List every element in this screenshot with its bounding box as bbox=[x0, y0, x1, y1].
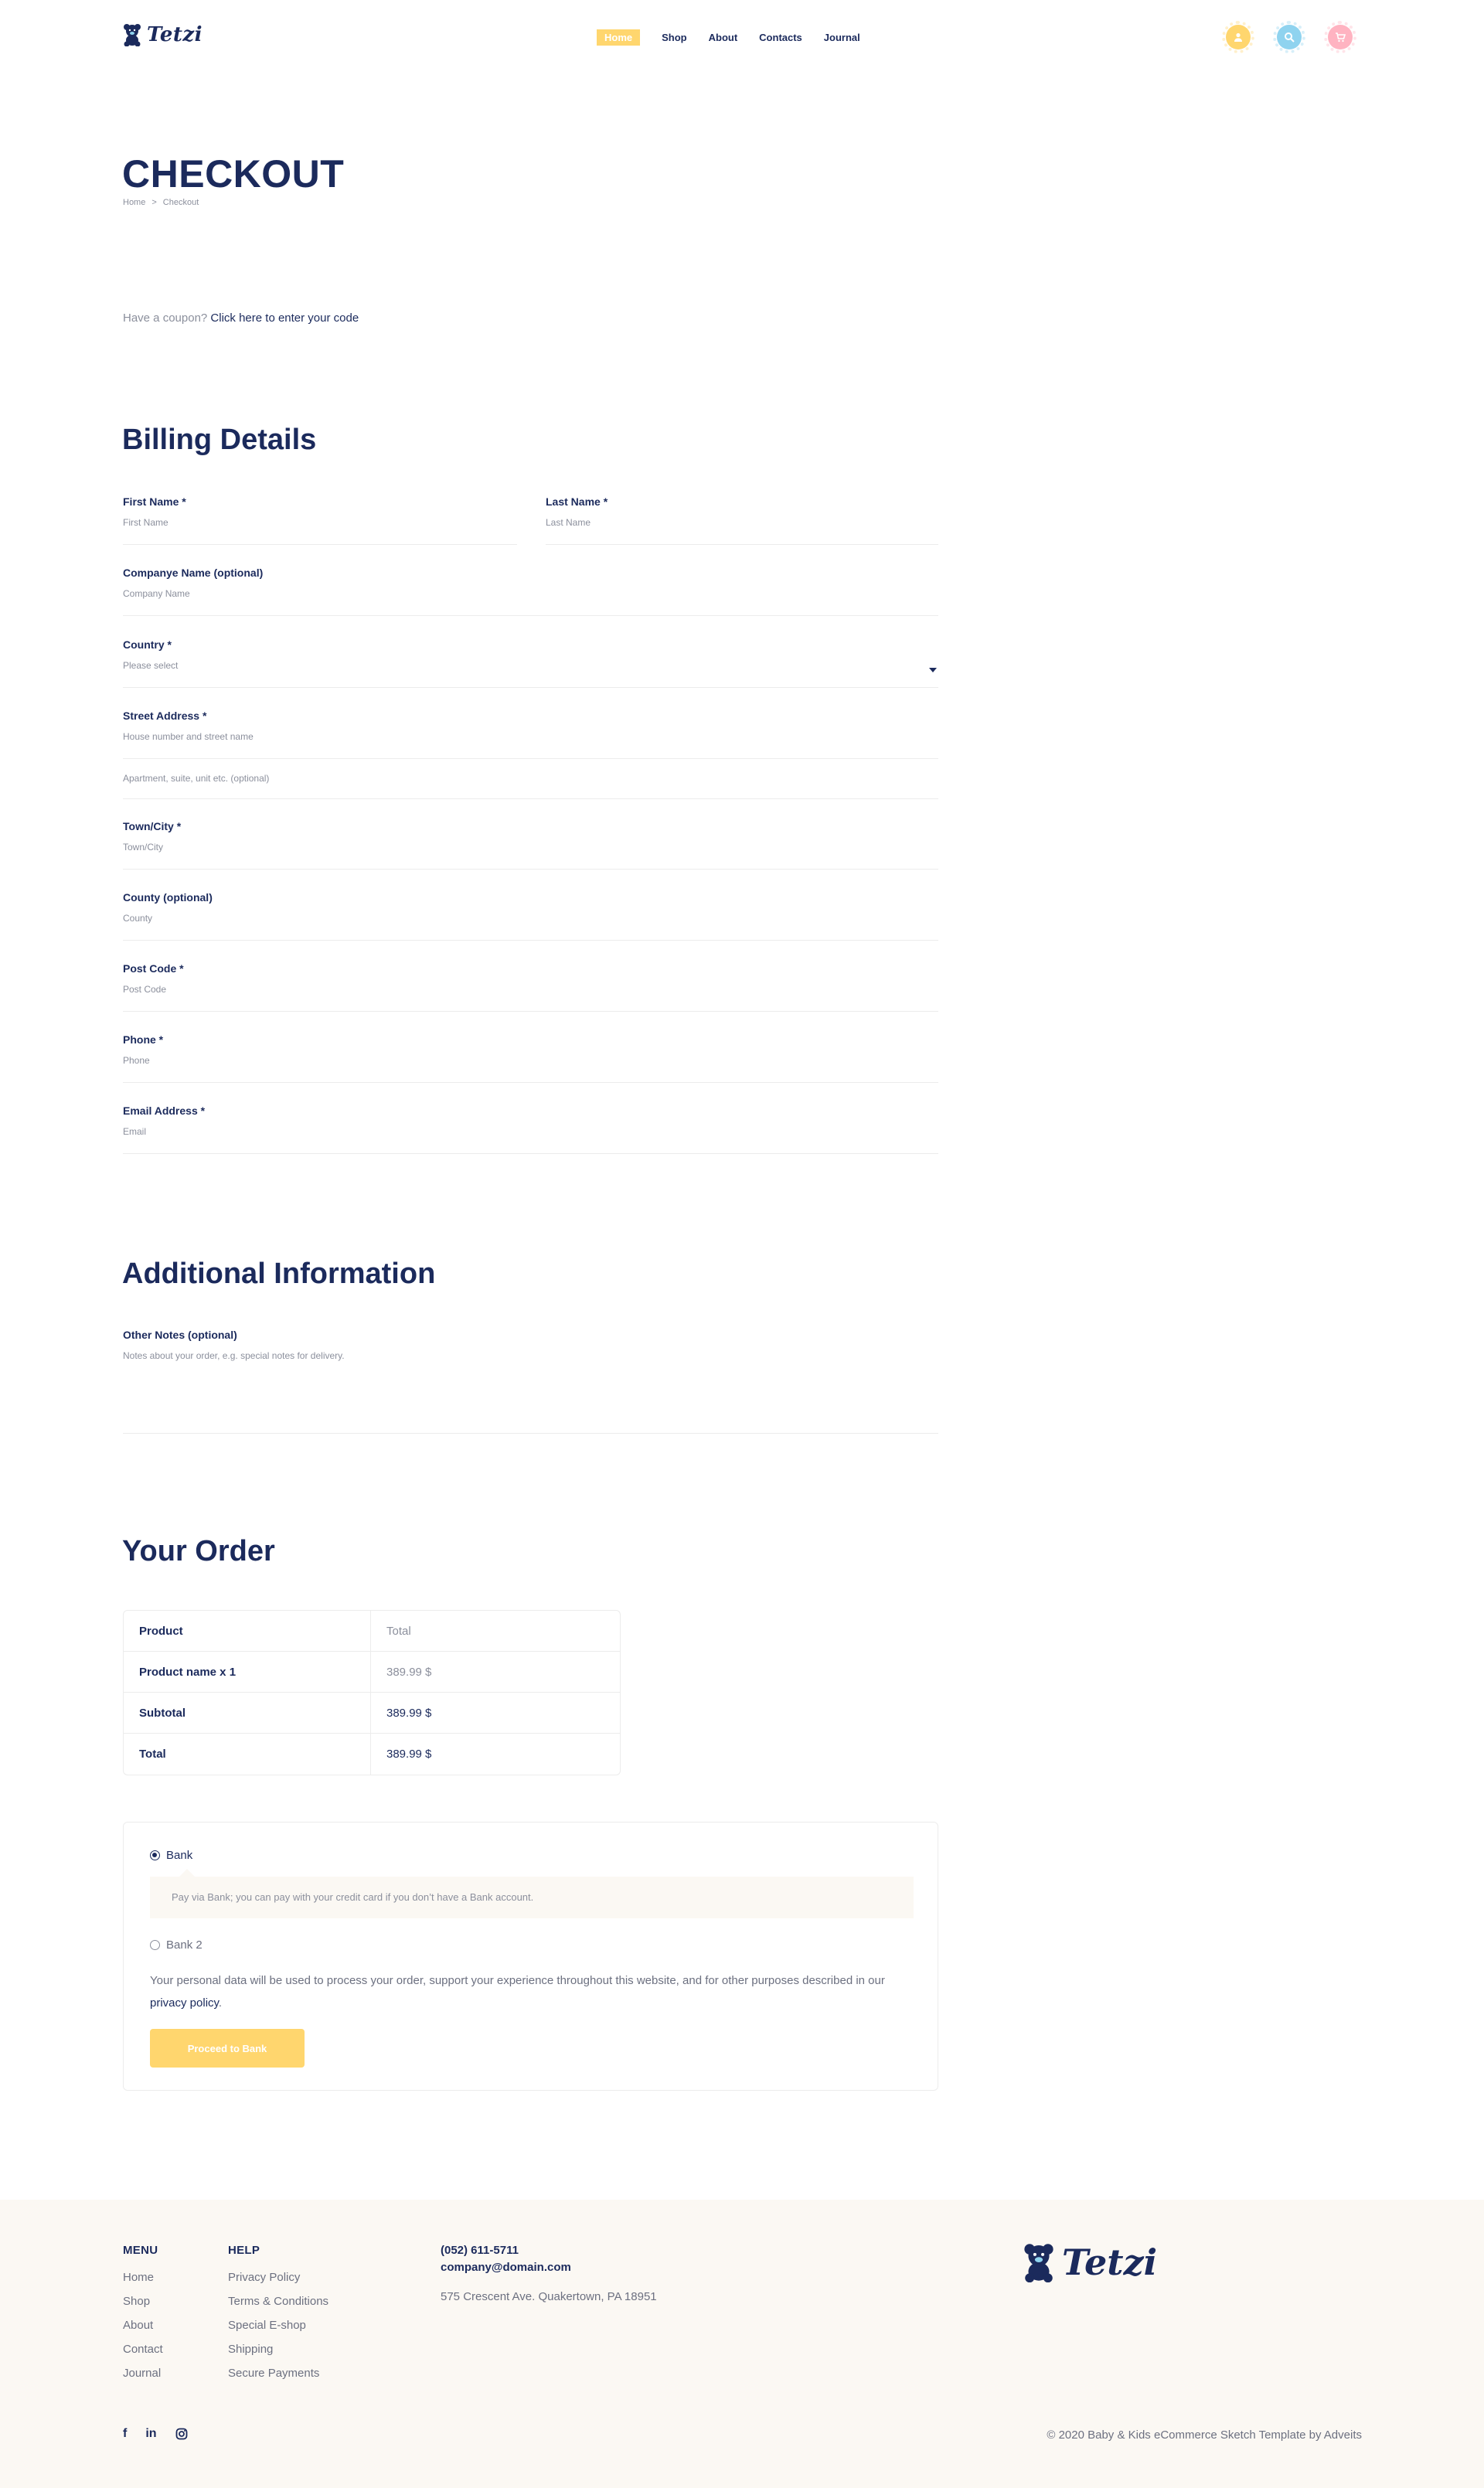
coupon-link[interactable]: Click here to enter your code bbox=[210, 311, 359, 325]
footer-contact bbox=[441, 2244, 657, 2303]
breadcrumb bbox=[123, 198, 199, 207]
country-select[interactable]: Please select bbox=[123, 660, 179, 671]
breadcrumb-separator: > bbox=[151, 198, 157, 207]
radio-bank2[interactable] bbox=[150, 1940, 160, 1950]
street-input[interactable]: House number and street name bbox=[123, 731, 254, 742]
search-icon bbox=[1284, 32, 1295, 43]
footer-help bbox=[228, 2244, 328, 2391]
town-input[interactable]: Town/City bbox=[123, 842, 164, 853]
last-name-label: Last Name * bbox=[546, 495, 608, 508]
main-nav bbox=[597, 29, 860, 46]
company-input[interactable]: Company Name bbox=[123, 588, 190, 599]
order-header-total: Total bbox=[371, 1611, 620, 1652]
footer-menu-item[interactable]: About bbox=[123, 2319, 154, 2332]
nav-item-shop[interactable]: Shop bbox=[662, 32, 687, 43]
order-total-value: 389.99 $ bbox=[386, 1748, 432, 1761]
footer-phone[interactable]: (052) 611-5711 bbox=[441, 2244, 519, 2257]
radio-bank[interactable] bbox=[150, 1850, 160, 1860]
county-input[interactable]: County bbox=[123, 913, 153, 924]
instagram-icon[interactable] bbox=[175, 2428, 188, 2440]
first-name-input[interactable]: First Name bbox=[123, 517, 168, 528]
postcode-label: Post Code * bbox=[123, 962, 184, 975]
town-field[interactable] bbox=[123, 820, 938, 870]
table-row bbox=[124, 1611, 620, 1652]
nav-item-home[interactable]: Home bbox=[597, 29, 640, 46]
footer-help-item[interactable]: Terms & Conditions bbox=[228, 2295, 329, 2308]
search-button[interactable] bbox=[1277, 25, 1302, 49]
cart-button[interactable] bbox=[1328, 25, 1353, 49]
header-actions bbox=[1226, 25, 1353, 49]
footer-help-item[interactable]: Shipping bbox=[228, 2343, 274, 2356]
table-row bbox=[124, 1693, 620, 1734]
copyright: © 2020 Baby & Kids eCommerce Sketch Template by Adveits bbox=[1047, 2428, 1362, 2442]
order-title: Your Order bbox=[122, 1535, 275, 1567]
footer-email[interactable]: company@domain.com bbox=[441, 2261, 571, 2274]
payment-option-bank2[interactable] bbox=[150, 1938, 203, 1952]
breadcrumb-current: Checkout bbox=[162, 198, 199, 207]
order-table bbox=[123, 1610, 621, 1775]
phone-label: Phone * bbox=[123, 1033, 164, 1046]
account-button[interactable] bbox=[1226, 25, 1251, 49]
phone-input[interactable]: Phone bbox=[123, 1055, 150, 1066]
order-notes-field[interactable] bbox=[123, 1329, 938, 1434]
footer-help-item[interactable]: Privacy Policy bbox=[228, 2271, 301, 2284]
street-line2-field[interactable] bbox=[123, 761, 938, 799]
phone-field[interactable] bbox=[123, 1033, 938, 1083]
email-field[interactable] bbox=[123, 1104, 938, 1154]
footer-menu-item[interactable]: Home bbox=[123, 2271, 155, 2284]
footer-help-title: HELP bbox=[228, 2244, 260, 2257]
email-label: Email Address * bbox=[123, 1104, 206, 1117]
order-notes-textarea[interactable]: Notes about your order, e.g. special notes for delivery. bbox=[123, 1350, 345, 1361]
order-total-label: Total bbox=[124, 1734, 371, 1775]
table-row bbox=[124, 1734, 620, 1775]
social-links bbox=[123, 2427, 188, 2441]
first-name-field[interactable] bbox=[123, 495, 517, 545]
coupon-text: Have a coupon? bbox=[123, 311, 208, 325]
coupon-notice bbox=[123, 311, 359, 325]
brand-name: Tetzi bbox=[147, 23, 203, 46]
footer-brand-name: Tetzi bbox=[1062, 2241, 1158, 2283]
order-subtotal-value: 389.99 $ bbox=[371, 1693, 620, 1734]
order-product-price: 389.99 $ bbox=[371, 1652, 620, 1693]
table-row bbox=[124, 1652, 620, 1693]
nav-item-about[interactable]: About bbox=[708, 32, 738, 43]
privacy-period: . bbox=[218, 1996, 223, 2010]
footer-menu-item[interactable]: Journal bbox=[123, 2367, 162, 2380]
site-footer bbox=[0, 2200, 1484, 2488]
payment-option-bank[interactable] bbox=[150, 1849, 192, 1862]
payment-methods bbox=[123, 1822, 938, 2091]
cart-icon bbox=[1335, 32, 1346, 43]
last-name-field[interactable] bbox=[546, 495, 938, 545]
teddy-bear-icon bbox=[1022, 2242, 1056, 2282]
order-product-name: Product name x 1 bbox=[124, 1652, 371, 1693]
privacy-text: Your personal data will be used to process your order, support your experience throughout this website, and for other purposes described in our bbox=[150, 1974, 885, 1987]
nav-item-journal[interactable]: Journal bbox=[823, 32, 860, 43]
order-subtotal-label: Subtotal bbox=[124, 1693, 371, 1734]
footer-menu-item[interactable]: Contact bbox=[123, 2343, 163, 2356]
postcode-input[interactable]: Post Code bbox=[123, 984, 167, 995]
country-field[interactable] bbox=[123, 638, 938, 688]
site-header bbox=[0, 0, 1484, 76]
country-label: Country * bbox=[123, 638, 172, 651]
page-title: CHECKOUT bbox=[122, 152, 345, 196]
footer-help-item[interactable]: Secure Payments bbox=[228, 2367, 320, 2380]
street-field[interactable] bbox=[123, 710, 938, 759]
teddy-bear-icon bbox=[122, 23, 142, 46]
order-notes-label: Other Notes (optional) bbox=[123, 1329, 237, 1341]
privacy-policy-link[interactable]: privacy policy bbox=[150, 1996, 219, 2010]
county-field[interactable] bbox=[123, 891, 938, 941]
footer-logo[interactable] bbox=[1022, 2241, 1157, 2283]
payment-description: Pay via Bank; you can pay with your credit card if you don’t have a Bank account. bbox=[150, 1877, 914, 1918]
county-label: County (optional) bbox=[123, 891, 213, 904]
billing-title: Billing Details bbox=[122, 424, 317, 456]
town-label: Town/City * bbox=[123, 820, 182, 832]
footer-menu bbox=[123, 2244, 163, 2391]
brand-logo[interactable] bbox=[122, 23, 203, 46]
footer-menu-item[interactable]: Shop bbox=[123, 2295, 151, 2308]
nav-item-contacts[interactable]: Contacts bbox=[759, 32, 802, 43]
breadcrumb-home[interactable]: Home bbox=[123, 198, 146, 207]
user-icon bbox=[1233, 32, 1244, 43]
chevron-down-icon[interactable] bbox=[929, 668, 937, 672]
proceed-to-bank-button[interactable]: Proceed to Bank bbox=[150, 2029, 305, 2068]
footer-menu-title: MENU bbox=[123, 2244, 158, 2257]
street-line2-input[interactable]: Apartment, suite, unit etc. (optional) bbox=[123, 773, 270, 784]
company-field[interactable] bbox=[123, 567, 938, 616]
payment-option-bank2-label: Bank 2 bbox=[166, 1938, 203, 1952]
company-label: Companye Name (optional) bbox=[123, 567, 264, 579]
order-header-product: Product bbox=[124, 1611, 371, 1652]
footer-address: 575 Crescent Ave. Quakertown, PA 18951 bbox=[441, 2290, 657, 2303]
additional-info-title: Additional Information bbox=[122, 1258, 436, 1290]
privacy-notice bbox=[150, 1969, 915, 2014]
first-name-label: First Name * bbox=[123, 495, 186, 508]
street-label: Street Address * bbox=[123, 710, 207, 722]
email-input[interactable]: Email bbox=[123, 1126, 147, 1137]
facebook-icon[interactable]: f bbox=[123, 2427, 128, 2440]
postcode-field[interactable] bbox=[123, 962, 938, 1012]
payment-option-bank-label: Bank bbox=[166, 1849, 193, 1862]
last-name-input[interactable]: Last Name bbox=[546, 517, 591, 528]
linkedin-icon[interactable]: in bbox=[145, 2427, 157, 2440]
footer-help-item[interactable]: Special E-shop bbox=[228, 2319, 306, 2332]
